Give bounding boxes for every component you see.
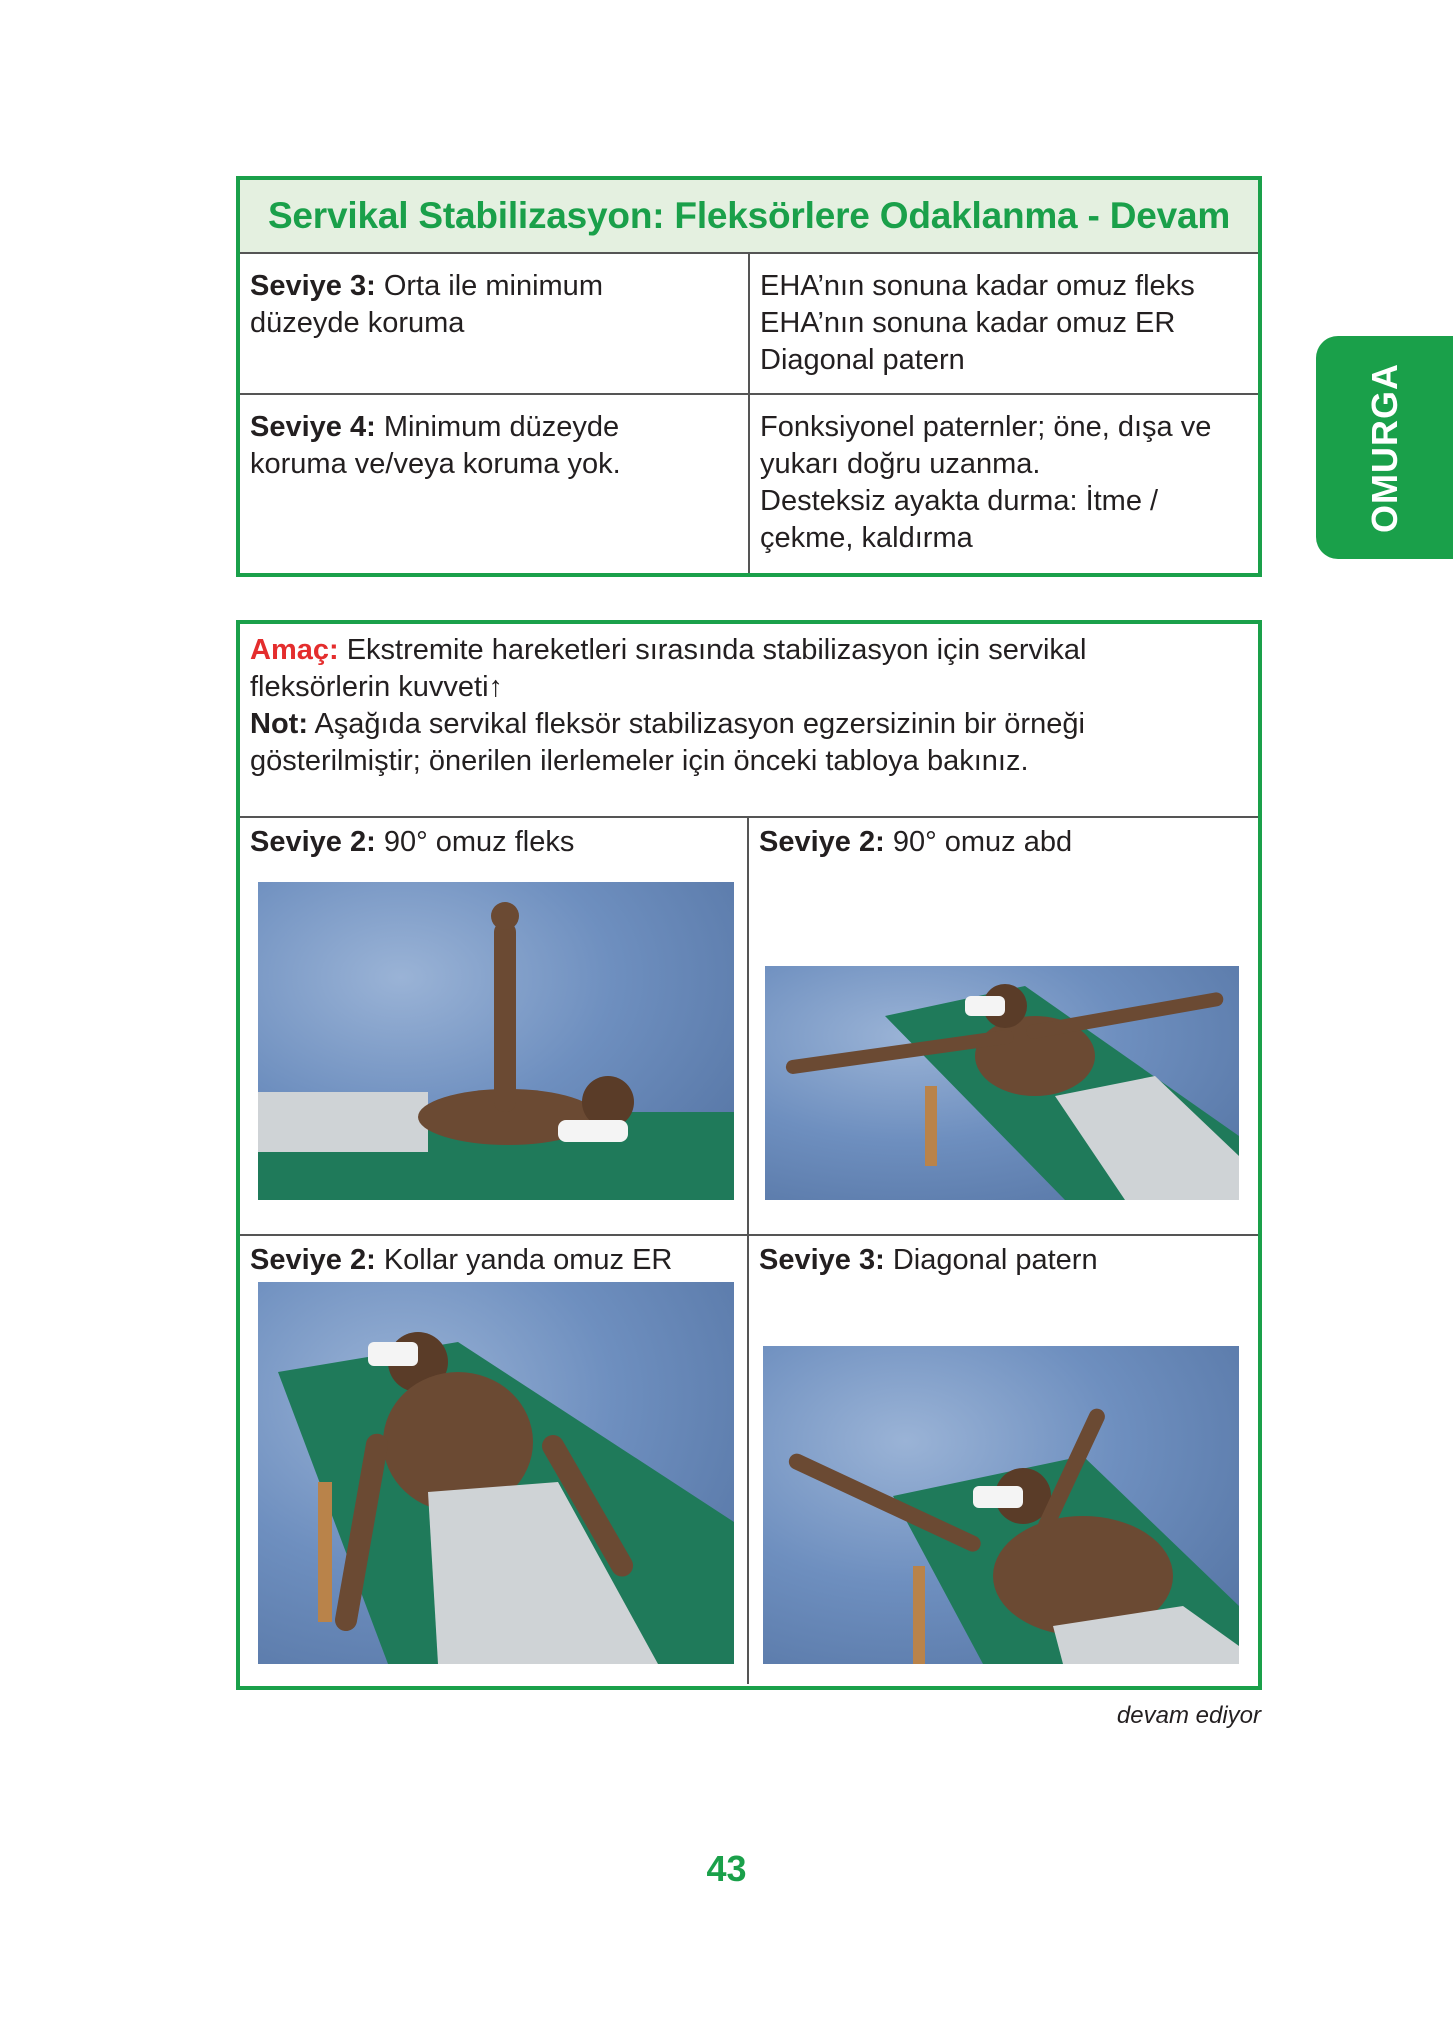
level-label: Seviye 2:: [250, 826, 376, 858]
level-cell: [240, 395, 750, 573]
section-tab: [1316, 336, 1453, 559]
exercise-line: Diagonal patern: [760, 344, 965, 376]
exercise-cell: [750, 395, 1258, 573]
table-row: [240, 395, 1258, 573]
level-label: Seviye 4:: [250, 411, 376, 443]
level-desc: düzeyde koruma: [250, 307, 465, 339]
exercise-caption: [250, 1242, 672, 1279]
exercise-caption: [759, 1242, 1098, 1279]
aim-text: fleksörlerin kuvveti↑: [250, 671, 504, 703]
aim-label: Amaç:: [250, 634, 339, 666]
level-label: Seviye 2:: [250, 1244, 376, 1276]
exercise-photo: [258, 882, 734, 1200]
level-desc: Orta ile minimum: [383, 270, 603, 302]
exercise-desc: Diagonal patern: [892, 1244, 1098, 1276]
exercise-cell: [749, 1236, 1258, 1684]
exercise-cell: [749, 818, 1258, 1236]
exercise-cell: [240, 1236, 749, 1684]
exercise-cell: [240, 818, 749, 1236]
page-number: 43: [706, 1848, 747, 1889]
note-text: gösterilmiştir; önerilen ilerlemeler için önceki tabloya bakınız.: [250, 745, 1029, 777]
exercise-photo: [258, 1282, 734, 1664]
aim-text: Ekstremite hareketleri sırasında stabilizasyon için servikal: [346, 634, 1087, 666]
exercise-photo: [763, 1346, 1239, 1664]
note-label: Not:: [250, 708, 308, 740]
level-label: Seviye 3:: [250, 270, 376, 302]
aim-note-block: [240, 624, 1258, 818]
exercise-caption: [759, 824, 1072, 861]
note-text: Aşağıda servikal fleksör stabilizasyon egzersizinin bir örneği: [314, 708, 1085, 740]
level-desc: Minimum düzeyde: [383, 411, 620, 443]
level-desc: koruma ve/veya koruma yok.: [250, 448, 621, 480]
exercise-line: EHA’nın sonuna kadar omuz ER: [760, 307, 1176, 339]
exercise-line: Fonksiyonel paternler; öne, dışa ve: [760, 411, 1212, 443]
exercise-line: yukarı doğru uzanma.: [760, 448, 1041, 480]
exercise-photo: [765, 966, 1239, 1200]
exercise-desc: 90° omuz fleks: [383, 826, 575, 858]
exercise-desc: Kollar yanda omuz ER: [383, 1244, 673, 1276]
exercise-line: çekme, kaldırma: [760, 522, 973, 554]
table-title: Servikal Stabilizasyon: Fleksörlere Odaklanma - Devam: [240, 180, 1258, 254]
level-label: Seviye 2:: [759, 826, 885, 858]
exercise-line: Desteksiz ayakta durma: İtme /: [760, 485, 1159, 517]
exercise-example-table: [236, 620, 1262, 1690]
table-row: [240, 254, 1258, 395]
progression-table: [236, 176, 1262, 577]
exercise-cell: [750, 254, 1258, 393]
level-cell: [240, 254, 750, 393]
continued-note: devam ediyor: [1116, 1702, 1261, 1729]
exercise-line: EHA’nın sonuna kadar omuz fleks: [760, 270, 1195, 302]
section-tab-label: OMURGA: [1363, 362, 1405, 533]
exercise-caption: [250, 824, 574, 861]
level-label: Seviye 3:: [759, 1244, 885, 1276]
exercise-desc: 90° omuz abd: [892, 826, 1073, 858]
